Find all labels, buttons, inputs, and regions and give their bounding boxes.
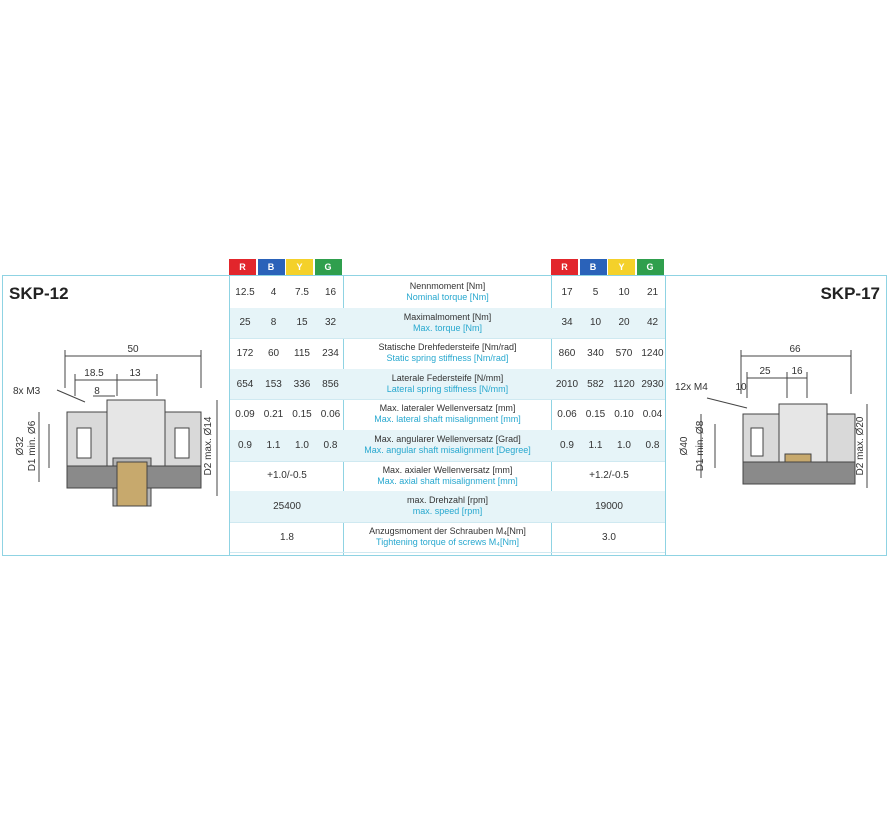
property-label (344, 281, 551, 303)
property-label (344, 495, 551, 517)
property-label-en: Static spring stiffness [Nm/rad] (386, 353, 509, 364)
value-cell-left: 7.5 (295, 286, 309, 298)
value-cell-left: 0.09 (235, 409, 255, 421)
value-cell-right: 20 (618, 317, 630, 329)
property-label-de: Max. angularer Wellenversatz [Grad] (374, 434, 521, 444)
dim-10: 10 (735, 382, 747, 393)
property-label (344, 342, 551, 364)
value-cell-right: 17 (561, 286, 573, 298)
dim-8: 8 (94, 386, 100, 397)
value-cell-left: 0.8 (323, 439, 338, 451)
property-label-de: Nennmoment [Nm] (409, 281, 486, 291)
color-header-b: B (258, 259, 285, 276)
drawing-skp-17 (667, 328, 885, 508)
screw-label: 12x M4 (675, 382, 708, 393)
value-cell-right: 1.1 (588, 439, 603, 451)
value-cell-right: 1120 (613, 378, 635, 390)
value-cell-right: 0.04 (642, 409, 663, 421)
property-label (344, 434, 551, 456)
value-cell-left: 1.8 (280, 531, 294, 543)
value-cell-right: 0.8 (645, 439, 660, 451)
property-label-en: max. speed [rpm] (412, 506, 483, 517)
row-divider (230, 552, 665, 553)
color-header-b: B (580, 259, 607, 276)
value-cell-right: +1.2/-0.5 (589, 470, 629, 482)
drawing-skp-12 (5, 328, 227, 508)
value-cell-right: 3.0 (602, 531, 616, 543)
property-label-de: max. Drehzahl [rpm] (406, 495, 489, 506)
value-cell-left: 1.0 (295, 439, 309, 451)
value-cell-left: 12.5 (235, 286, 255, 298)
value-cell-left: 32 (324, 317, 337, 329)
value-cell-right: 10 (618, 286, 630, 298)
property-label-de: Maximalmoment [Nm] (403, 311, 492, 322)
value-cell-right: 10 (589, 317, 602, 329)
property-label-de: Laterale Federsteife [N/mm] (391, 372, 504, 383)
value-cell-left: 654 (236, 378, 254, 390)
property-label (344, 403, 551, 425)
value-cell-left: 234 (322, 347, 339, 359)
value-cell-left: 336 (293, 378, 311, 390)
color-header-r: R (229, 259, 256, 276)
value-cell-left: 4 (270, 286, 277, 298)
property-label-en: Max. torque [Nm] (412, 322, 483, 333)
value-cell-left: 115 (294, 347, 310, 359)
value-cell-right: 0.9 (560, 439, 574, 451)
dim-18-5: 18.5 (84, 368, 104, 379)
dim-25: 25 (759, 366, 771, 377)
dim-d2-max: D2 max. Ø20 (855, 416, 866, 476)
value-cell-left: 60 (267, 347, 280, 359)
spec-panel (2, 275, 887, 556)
property-label-en: Max. angular shaft misalignment [Degree] (364, 445, 531, 455)
property-label-en: Max. axial shaft misalignment [mm] (377, 475, 518, 486)
property-label-en: Tightening torque of screws M₄[Nm] (376, 536, 519, 547)
value-cell-right: 34 (561, 317, 573, 329)
product-title-right: SKP-17 (820, 284, 880, 303)
value-cell-left: 0.9 (238, 439, 252, 451)
value-cell-left: 153 (265, 378, 282, 390)
dim-d2-max: D2 max. Ø14 (203, 416, 214, 476)
value-cell-right: 19000 (595, 500, 623, 512)
value-cell-left: 0.21 (263, 409, 284, 421)
value-cell-right: 860 (558, 347, 576, 359)
product-title-left: SKP-12 (9, 284, 69, 303)
value-cell-left: 15 (296, 317, 308, 329)
property-label-de: Anzugsmoment der Schrauben M₄[Nm] (369, 525, 526, 536)
value-cell-left: 856 (322, 378, 339, 390)
value-cell-left: 172 (236, 347, 254, 359)
value-cell-right: 0.10 (614, 409, 634, 421)
dim-d1-min: D1 min. Ø6 (27, 420, 38, 472)
value-cell-right: 2930 (641, 378, 664, 390)
dim-outer-diameter: Ø32 (15, 436, 26, 456)
value-cell-right: 2010 (555, 378, 579, 390)
dim-overall: 50 (127, 344, 139, 355)
value-cell-right: 0.15 (585, 409, 606, 421)
color-header-g: G (637, 259, 664, 276)
property-label-de: Max. lateraler Wellenversatz [mm] (379, 403, 516, 414)
color-header-g: G (315, 259, 342, 276)
value-cell-right: 21 (646, 286, 659, 298)
property-label (344, 373, 551, 395)
value-cell-right: 1240 (641, 347, 664, 359)
dim-outer-diameter: Ø40 (679, 436, 690, 456)
value-cell-left: 8 (270, 317, 277, 329)
value-cell-right: 1.0 (617, 439, 631, 451)
value-cell-left: 0.06 (320, 409, 341, 421)
property-label-en: Lateral spring stiffness [N/mm] (386, 383, 509, 394)
value-cell-left: +1.0/-0.5 (267, 470, 307, 482)
value-cell-right: 340 (587, 347, 604, 359)
dim-13: 13 (129, 368, 141, 379)
value-cell-left: 0.15 (292, 409, 312, 421)
value-cell-left: 16 (324, 286, 337, 298)
value-cell-right: 5 (592, 286, 599, 298)
value-cell-right: 570 (615, 347, 633, 359)
property-label-de: Statische Drehfedersteife [Nm/rad] (378, 342, 517, 353)
value-cell-right: 42 (646, 317, 659, 329)
property-label-de: Max. axialer Wellenversatz [mm] (382, 464, 513, 475)
property-label (344, 312, 551, 334)
screw-label: 8x M3 (13, 386, 41, 397)
value-cell-right: 0.06 (557, 409, 577, 421)
value-cell-right: 582 (587, 378, 604, 390)
value-cell-left: 25 (239, 317, 251, 329)
property-label-en: Max. lateral shaft misalignment [mm] (374, 414, 521, 425)
property-label (344, 526, 551, 548)
property-label-en: Nominal torque [Nm] (406, 292, 489, 302)
dim-16: 16 (791, 366, 803, 377)
dim-d1-min: D1 min. Ø8 (695, 420, 706, 472)
color-header-r: R (551, 259, 578, 276)
property-label (344, 465, 551, 487)
value-cell-left: 1.1 (266, 439, 281, 451)
color-header-y: Y (286, 259, 313, 276)
dim-overall: 66 (789, 344, 801, 355)
color-header-y: Y (608, 259, 635, 276)
value-cell-left: 25400 (273, 500, 301, 512)
